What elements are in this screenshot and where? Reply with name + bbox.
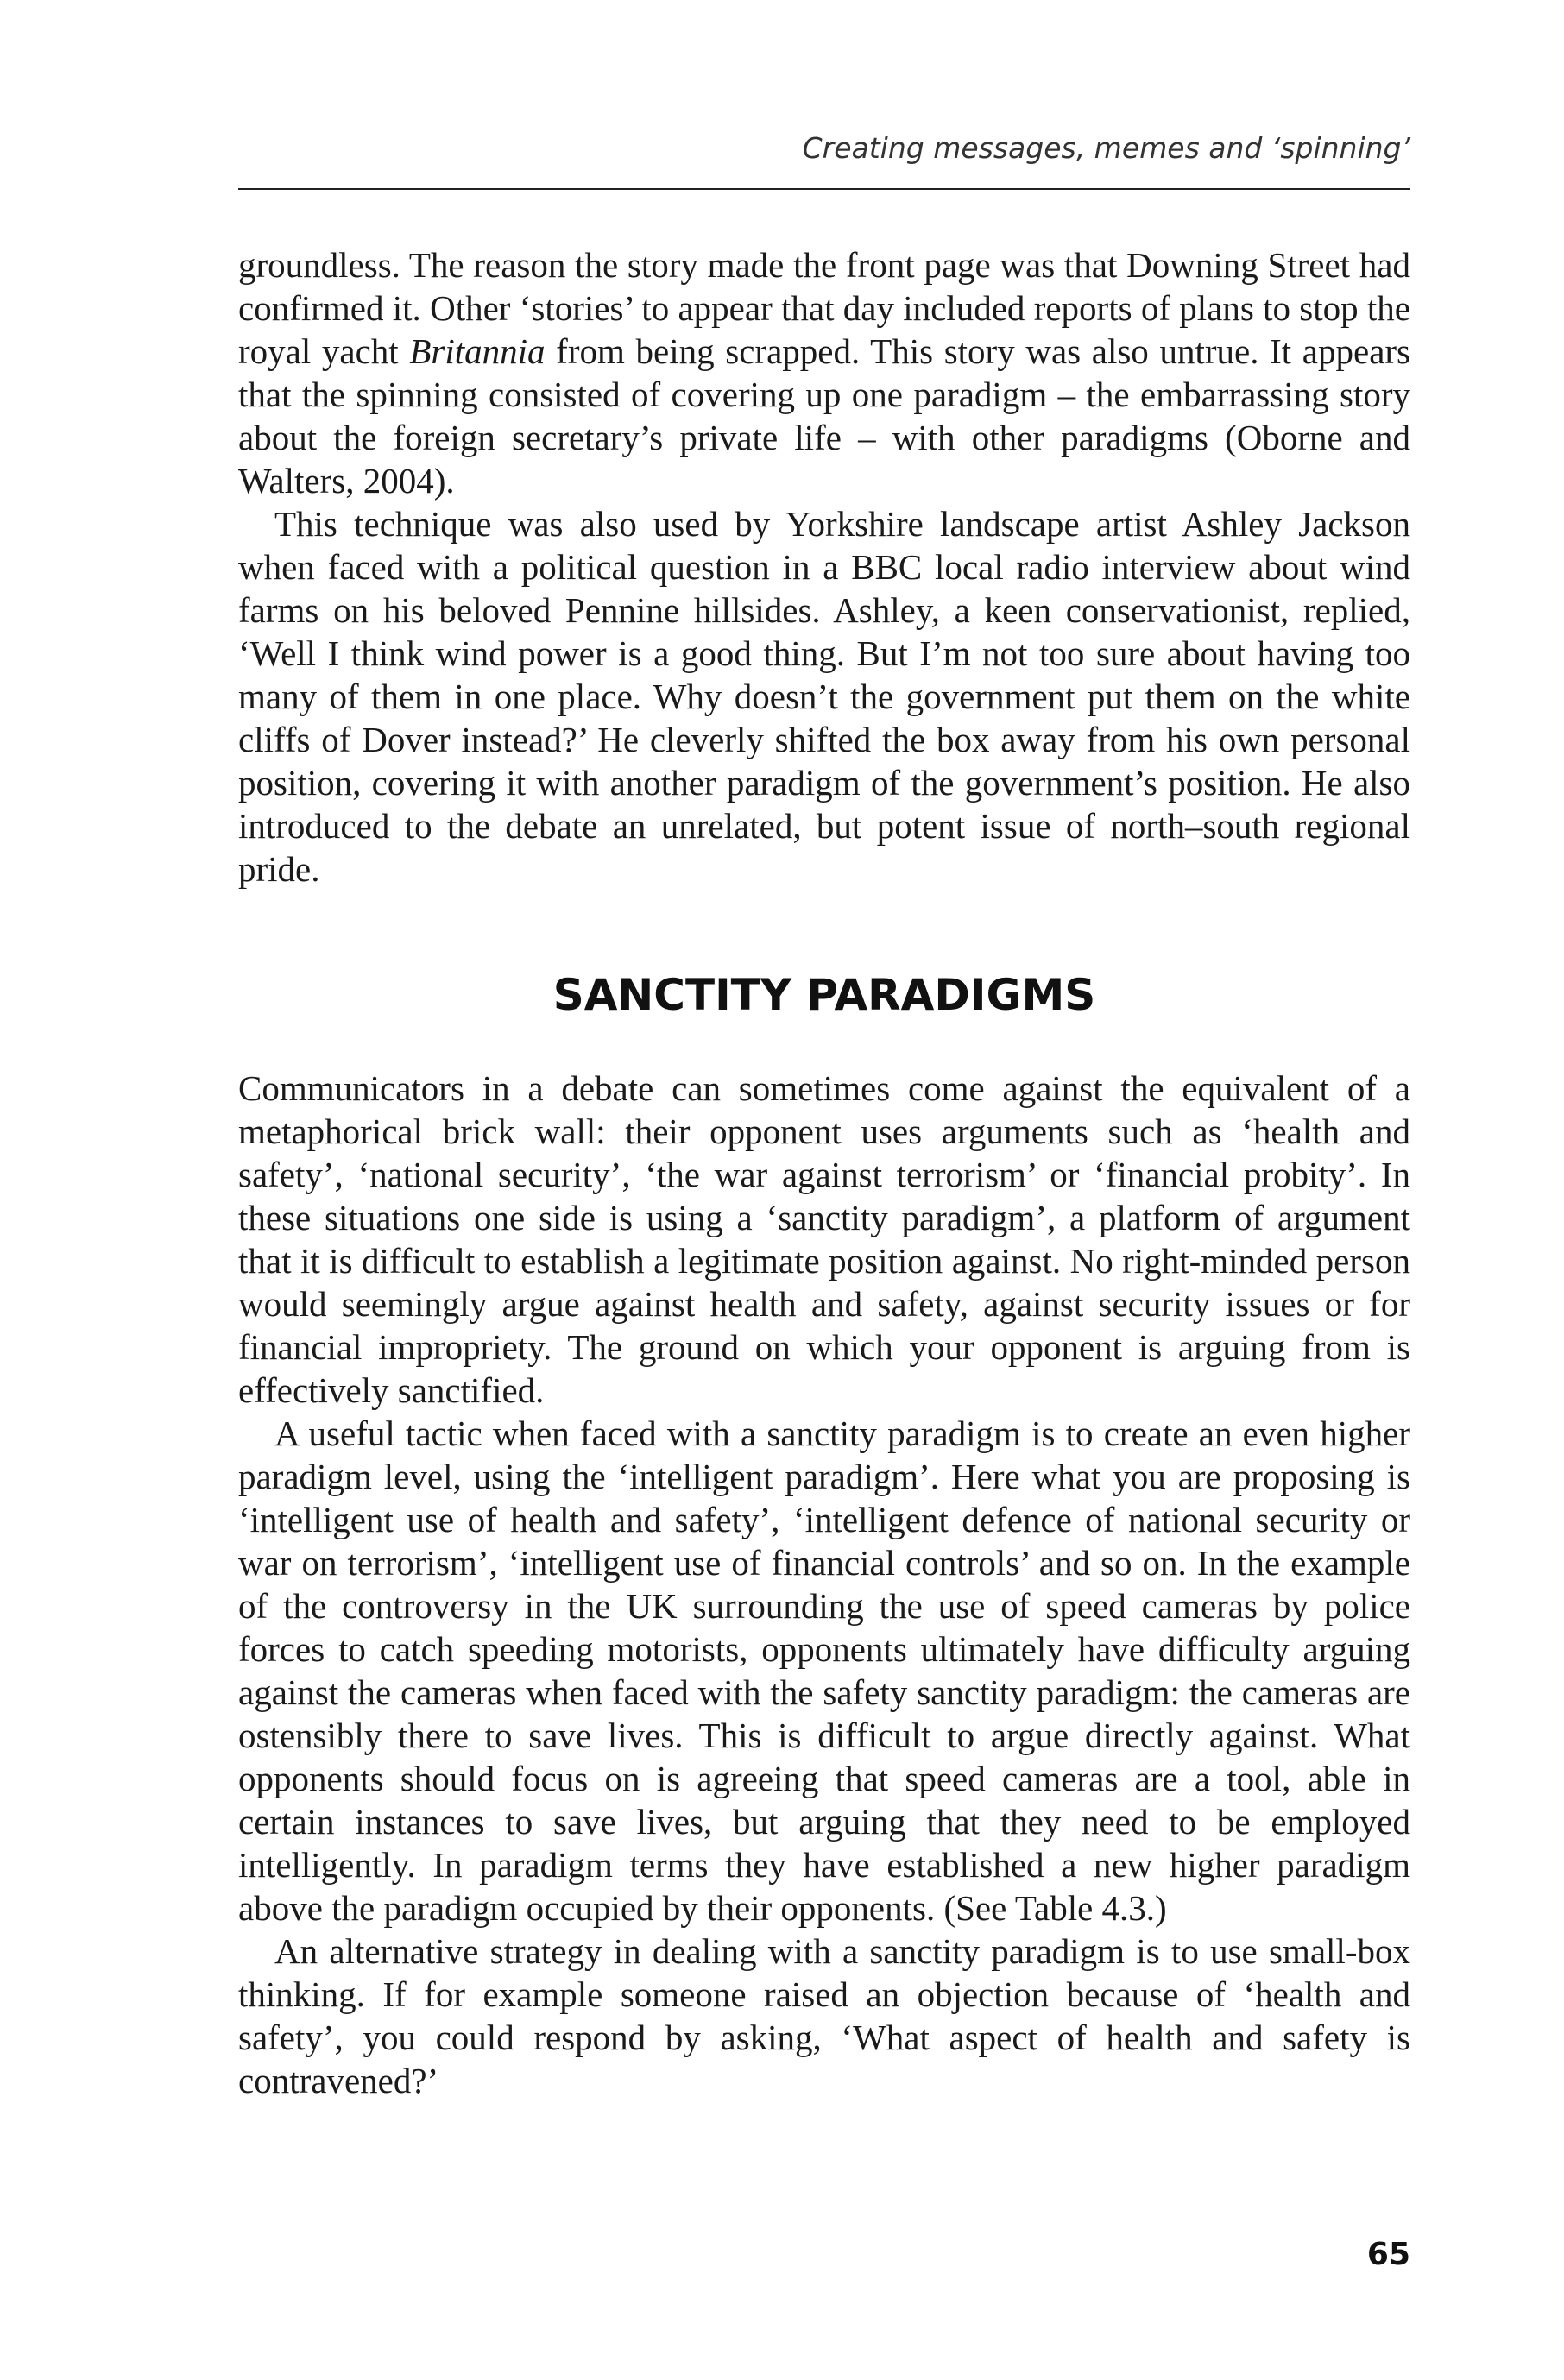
paragraph: A useful tactic when faced with a sanctity paradigm is to create an even higher paradigm level, using the ‘intelligent paradigm’. Here what you are proposing is ‘intelligent use of health and safety’, ‘intelligent defence of national security or war on terrorism’, ‘intelligent use of financial controls’ and so on. In the example of the controversy in the UK surrounding the use of speed cameras by police forces to catch speeding motorists, opponents ultimately have difficulty arguing against the cameras when faced with the safety sanctity paradigm: the cameras are ostensibly there to save lives. This is difficult to argue directly against. What opponents should focus on is agreeing that speed cameras are a tool, able in certain instances to save lives, but arguing that they need to be employed intelligently. In paradigm terms they have established a new higher paradigm above the paradigm occupied by their opponents. (See Table 4.3.) [238, 1414, 1410, 1928]
section-heading: SANCTITY PARADIGMS [552, 970, 1096, 1020]
running-head: Creating messages, memes and ‘spinning’ [802, 131, 1410, 165]
page-number: 65 [1366, 2237, 1410, 2272]
paragraph: This technique was also used by Yorkshire landscape artist Ashley Jackson when faced with a political question in a BBC local radio interview about wind farms on his beloved Pennine hillsides. Ashley, a keen conservationist, replied, ‘Well I think wind power is a good thing. But I’m not too sure about having too many of them in one place. Why doesn’t the government put them on the white cliffs of Dover instead?’ He cleverly shifted the box away from his own personal position, covering it with another paradigm of the government’s position. He also introduced to the debate an unrelated, but potent issue of north–south regional pride. [238, 504, 1410, 889]
paragraph: Communicators in a debate can sometimes come against the equivalent of a metaphorical brick wall: their opponent uses arguments such as ‘health and safety’, ‘national security’, ‘the war against terrorism’ or ‘financial probity’. In these situations one side is using a ‘sanctity paradigm’, a platform of argument that it is difficult to establish a legitimate position against. No right-minded person would seemingly argue against health and safety, against security issues or for financial impropriety. The ground on which your opponent is arguing from is effectively sanctified. [238, 1068, 1410, 1410]
body-text-section-1 [238, 243, 1410, 891]
italic-ship-name: Britannia [409, 331, 546, 371]
paragraph: An alternative strategy in dealing with a sanctity paradigm is to use small-box thinking. If for example someone raised an objection because of ‘health and safety’, you could respond by asking, ‘What aspect of health and safety is contravened?’ [238, 1931, 1410, 2100]
body-text-section-2 [238, 1067, 1410, 2102]
header-rule [238, 188, 1410, 190]
paragraph: groundless. The reason the story made the front page was that Downing Street had confirmed it. Other ‘stories’ to appear that day included reports of plans to stop the royal yacht Britannia from being scrapped. This story was also untrue. It appears that the spinning consisted of covering up one paradigm – the embarrassing story about the foreign secretary’s private life – with other paradigms (Oborne and Walters, 2004). [238, 245, 1411, 501]
